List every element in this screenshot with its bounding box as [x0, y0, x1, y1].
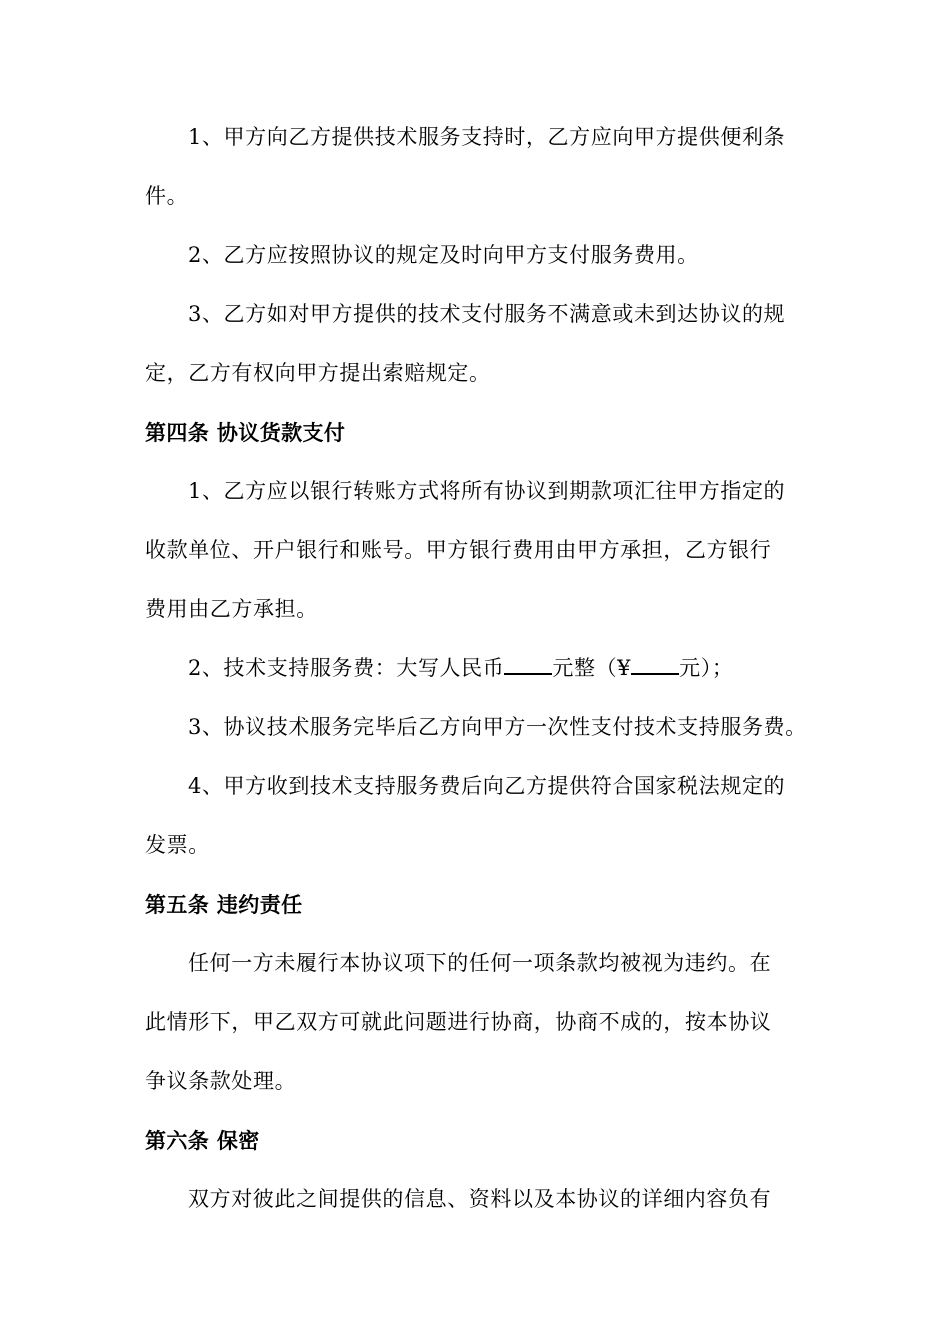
clause-4-1-line-1: 1、乙方应以银行转账方式将所有协议到期款项汇往甲方指定的 [188, 479, 786, 503]
clause-5-line-2: 此情形下，甲乙双方可就此问题进行协商，协商不成的，按本协议 [145, 1010, 772, 1034]
clause-4-4-line-2: 发票。 [145, 833, 210, 857]
amount-in-words-blank [504, 655, 552, 675]
fee-mid: 元整（¥ [552, 656, 632, 680]
section-5-heading: 第五条 违约责任 [145, 892, 303, 917]
clause-3-3-line-1: 3、乙方如对甲方提供的技术支付服务不满意或未到达协议的规 [188, 302, 786, 326]
clause-4-3: 3、协议技术服务完毕后乙方向甲方一次性支付技术支持服务费。 [188, 715, 807, 739]
section-4-heading: 第四条 协议货款支付 [145, 420, 346, 445]
clause-5-line-3: 争议条款处理。 [145, 1069, 297, 1093]
clause-3-2: 2、乙方应按照协议的规定及时向甲方支付服务费用。 [188, 243, 699, 267]
document-page [145, 108, 805, 1229]
clause-4-1-line-3: 费用由乙方承担。 [145, 597, 318, 621]
clause-6-line-1: 双方对彼此之间提供的信息、资料以及本协议的详细内容负有 [188, 1187, 772, 1211]
clause-4-2 [145, 639, 805, 698]
clause-5-line-1: 任何一方未履行本协议项下的任何一项条款均被视为违约。在 [188, 951, 772, 975]
clause-4-4-line-1: 4、甲方收到技术支持服务费后向乙方提供符合国家税法规定的 [188, 774, 786, 798]
clause-3-3-line-2: 定，乙方有权向甲方提出索赔规定。 [145, 361, 491, 385]
clause-4-1-line-2: 收款单位、开户银行和账号。甲方银行费用由甲方承担，乙方银行 [145, 538, 772, 562]
section-6-heading: 第六条 保密 [145, 1128, 260, 1153]
fee-label: 2、技术支持服务费：大写人民币 [188, 656, 505, 680]
clause-3-1-line-2: 件。 [145, 184, 189, 208]
fee-suffix: 元）； [679, 656, 734, 680]
amount-in-figures-blank [631, 655, 679, 675]
clause-3-1-line-1: 1、甲方向乙方提供技术服务支持时，乙方应向甲方提供便利条 [188, 125, 786, 149]
